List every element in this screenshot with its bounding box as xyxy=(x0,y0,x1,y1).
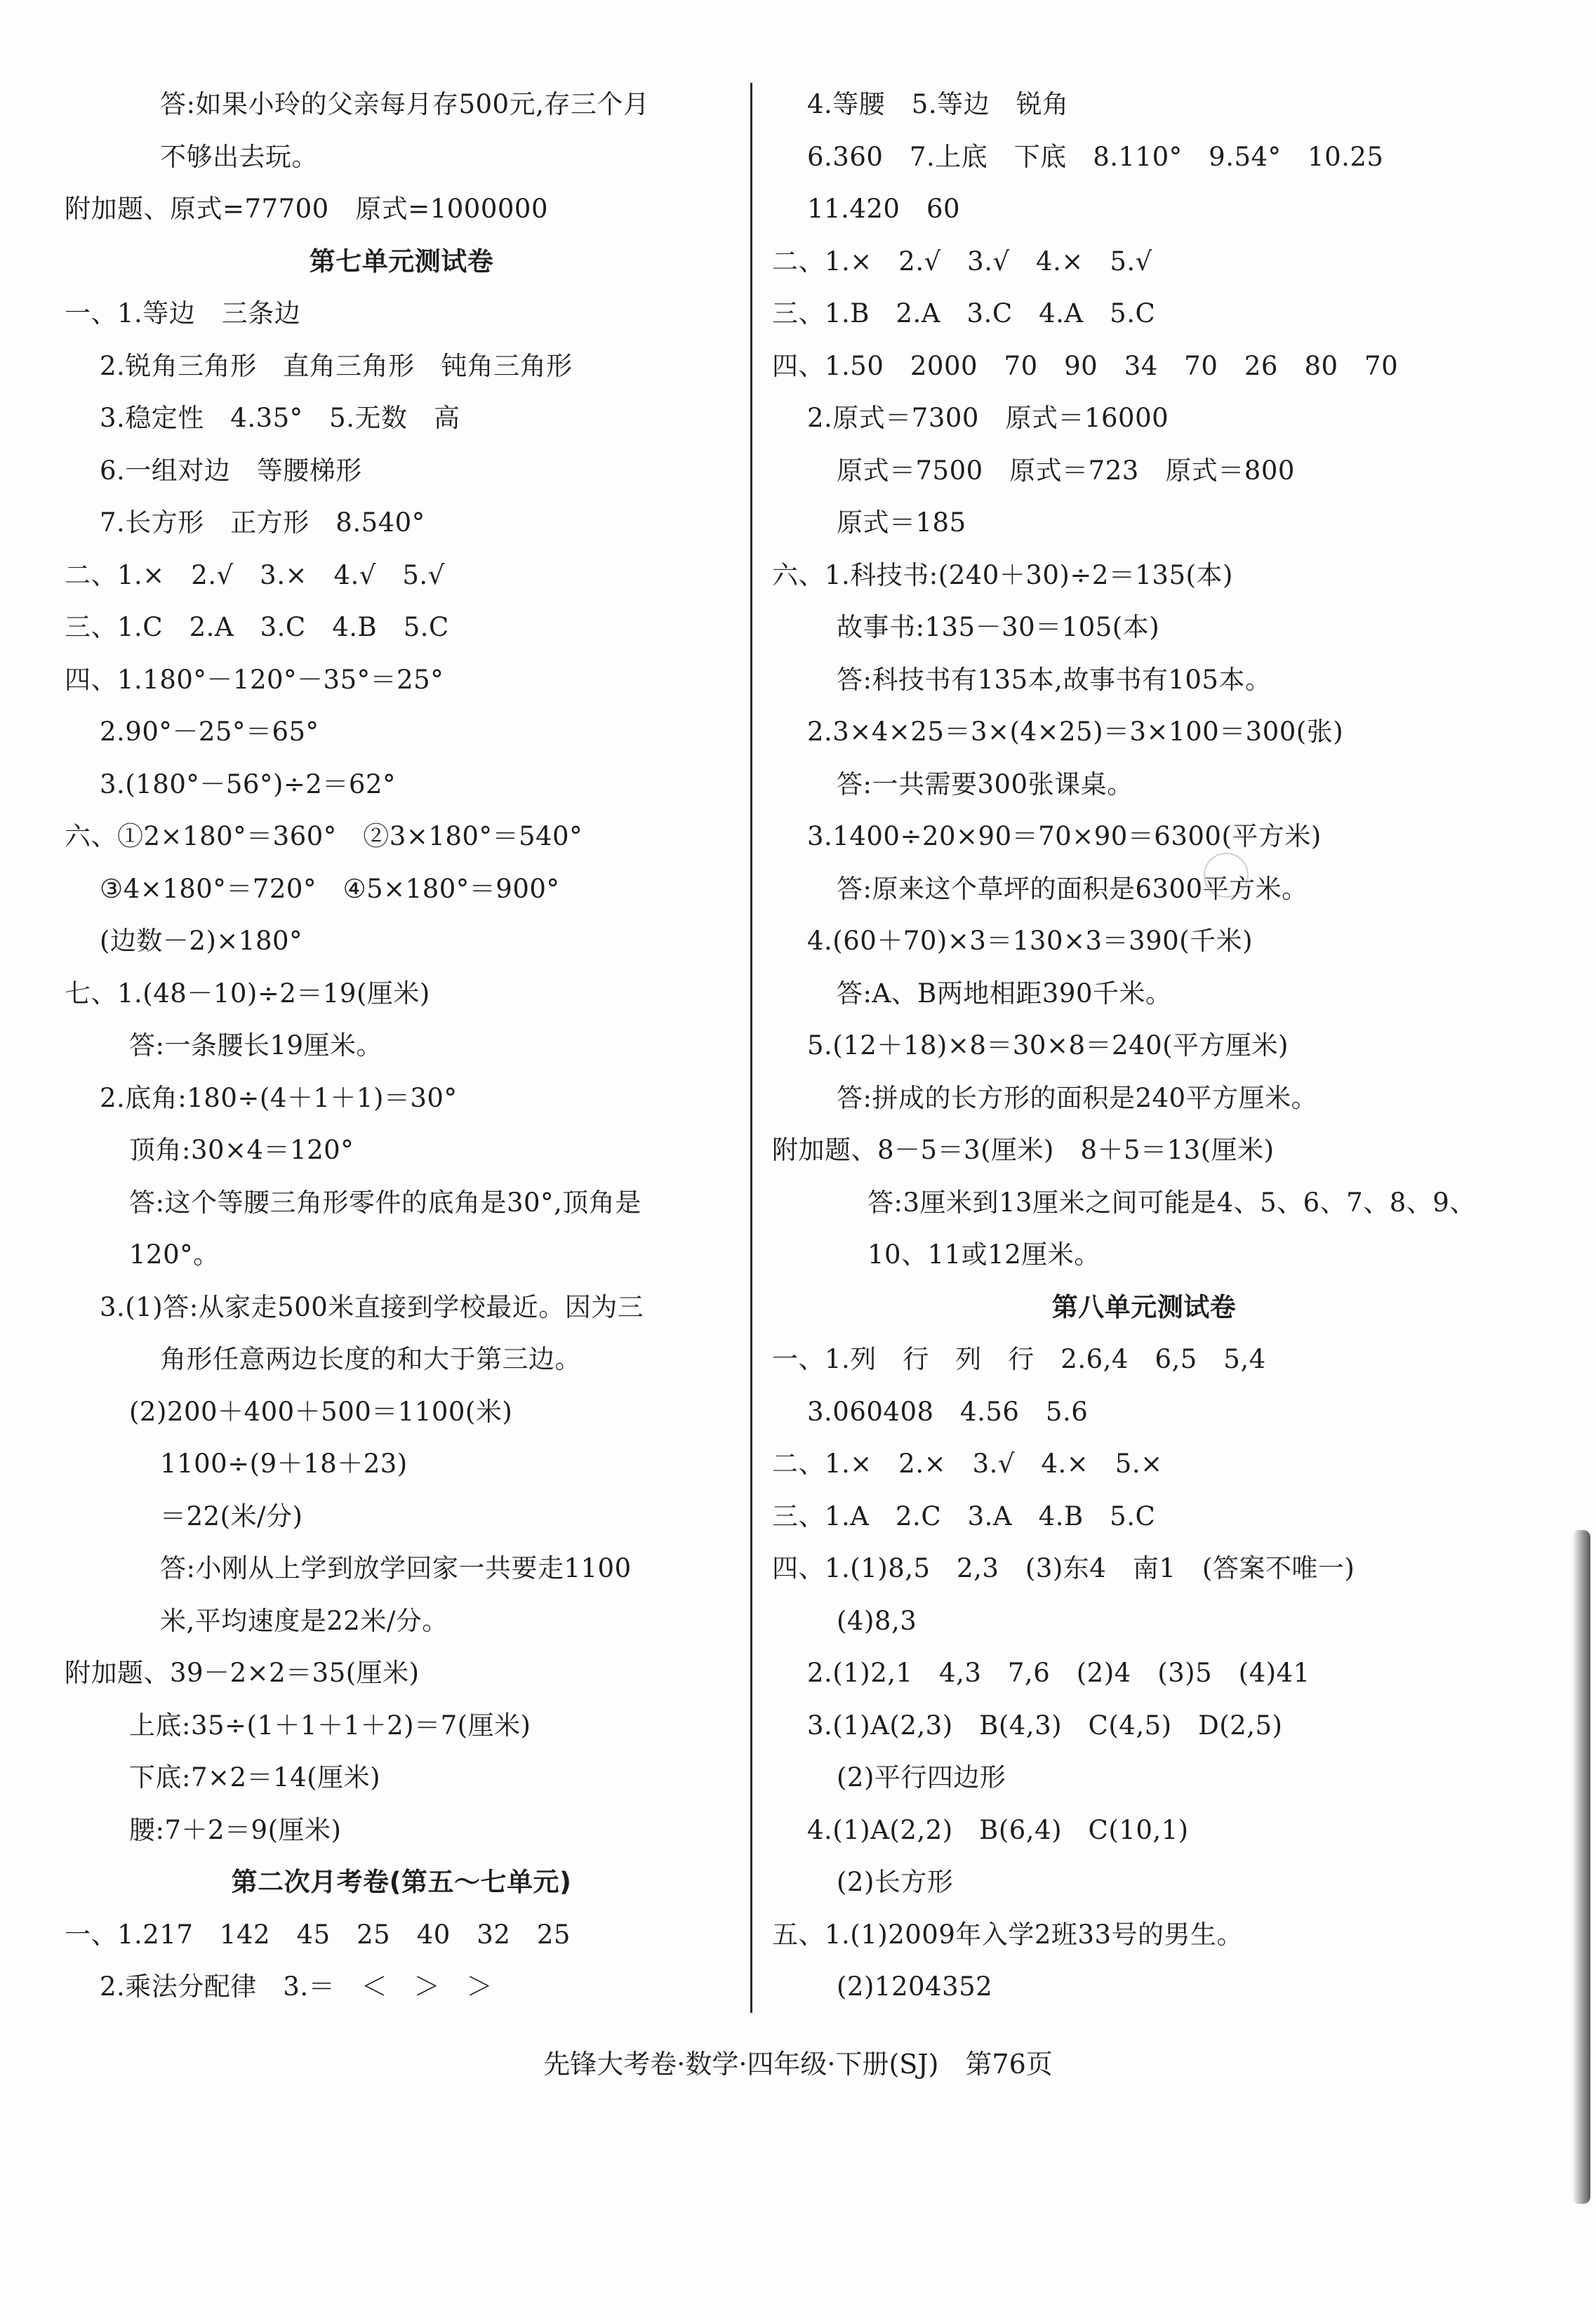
answer-line: 7.长方形 正方形 8.540° xyxy=(100,507,425,538)
answer-line: (4)8,3 xyxy=(837,1605,917,1636)
answer-line: 2.乘法分配律 3.＝ ＜ ＞ ＞ xyxy=(100,1971,493,2002)
answer-line: 一、1.217 142 45 25 40 32 25 xyxy=(65,1919,571,1950)
answer-line: 答:原来这个草坪的面积是6300平方米。 xyxy=(837,873,1308,904)
answer-line: 三、1.B 2.A 3.C 4.A 5.C xyxy=(772,298,1156,328)
answer-line: 4.等腰 5.等边 锐角 xyxy=(807,89,1069,119)
answer-line: 附加题、原式=77700 原式=1000000 xyxy=(65,194,548,224)
answer-line: 二、1.× 2.√ 3.× 4.√ 5.√ xyxy=(65,559,445,590)
answer-line: (2)200＋400＋500＝1100(米) xyxy=(129,1396,513,1427)
answer-line: 1100÷(9＋18＋23) xyxy=(160,1449,408,1479)
answer-line: 六、1.科技书:(240＋30)÷2＝135(本) xyxy=(772,559,1233,590)
page-footer: 先锋大考卷·数学·四年级·下册(SJ) 第76页 xyxy=(543,2049,1053,2080)
answer-line: 答:这个等腰三角形零件的底角是30°,顶角是 xyxy=(129,1187,641,1218)
answer-line: 答:如果小玲的父亲每月存500元,存三个月 xyxy=(160,89,650,119)
answer-line: 答:拼成的长方形的面积是240平方厘米。 xyxy=(837,1082,1318,1113)
answer-line: 11.420 60 xyxy=(807,194,961,224)
answer-line: (2)平行四边形 xyxy=(837,1762,1006,1793)
answer-line: 6.360 7.上底 下底 8.110° 9.54° 10.25 xyxy=(807,141,1384,172)
answer-line: 2.锐角三角形 直角三角形 钝角三角形 xyxy=(100,350,573,381)
answer-line: 2.底角:180÷(4＋1＋1)＝30° xyxy=(100,1082,458,1113)
answer-line: 4.(60＋70)×3＝130×3＝390(千米) xyxy=(807,926,1253,956)
answer-line: 3.稳定性 4.35° 5.无数 高 xyxy=(100,403,460,433)
answer-line: 3.(1)答:从家走500米直接到学校最近。因为三 xyxy=(100,1291,644,1322)
answer-line: 答:科技书有135本,故事书有105本。 xyxy=(837,664,1272,695)
answer-line: 二、1.× 2.√ 3.√ 4.× 5.√ xyxy=(772,246,1152,277)
answer-line: 2.3×4×25＝3×(4×25)＝3×100＝300(张) xyxy=(807,717,1344,747)
answer-line: 答:A、B两地相距390千米。 xyxy=(837,978,1172,1009)
answer-line: (2)1204352 xyxy=(837,1971,993,2002)
answer-line: 四、1.(1)8,5 2,3 (3)东4 南1 (答案不唯一) xyxy=(772,1553,1355,1583)
answer-line: 答:小刚从上学到放学回家一共要走1100 xyxy=(160,1553,632,1583)
answer-line: (边数－2)×180° xyxy=(100,926,303,956)
answer-line: 答:3厘米到13厘米之间可能是4、5、6、7、8、9、 xyxy=(867,1187,1476,1218)
answer-line: 三、1.A 2.C 3.A 4.B 5.C xyxy=(772,1501,1156,1531)
answer-line: 附加题、8－5＝3(厘米) 8＋5＝13(厘米) xyxy=(772,1135,1275,1165)
answer-line: 一、1.等边 三条边 xyxy=(65,298,301,328)
section-heading: 第二次月考卷(第五～七单元) xyxy=(231,1867,572,1897)
answer-line: (2)长方形 xyxy=(837,1867,954,1897)
answer-line: 故事书:135－30＝105(本) xyxy=(837,612,1160,642)
right-column xyxy=(772,79,1516,2014)
answer-line: 3.(180°－56°)÷2＝62° xyxy=(100,769,396,799)
answer-line: 原式＝7500 原式＝723 原式＝800 xyxy=(837,455,1295,486)
answer-line: ③4×180°＝720° ④5×180°＝900° xyxy=(100,873,560,904)
column-divider xyxy=(750,83,752,2013)
answer-line: 四、1.180°－120°－35°＝25° xyxy=(65,664,444,695)
section-heading: 第七单元测试卷 xyxy=(309,246,494,277)
answer-line: 10、11或12厘米。 xyxy=(867,1239,1100,1270)
answer-line: ＝22(米/分) xyxy=(160,1501,303,1531)
answer-line: 原式＝185 xyxy=(837,507,966,538)
answer-line: 四、1.50 2000 70 90 34 70 26 80 70 xyxy=(772,350,1399,381)
answer-line: 答:一共需要300张课桌。 xyxy=(837,769,1133,799)
answer-line: 七、1.(48－10)÷2＝19(厘米) xyxy=(65,978,430,1009)
answer-line: 角形任意两边长度的和大于第三边。 xyxy=(160,1344,581,1374)
answer-line: 上底:35÷(1＋1＋1＋2)＝7(厘米) xyxy=(129,1710,531,1741)
answer-line: 一、1.列 行 列 行 2.6,4 6,5 5,4 xyxy=(772,1344,1266,1374)
answer-line: 附加题、39－2×2＝35(厘米) xyxy=(65,1658,420,1688)
answer-line: 不够出去玩。 xyxy=(160,141,318,172)
answer-line: 3.060408 4.56 5.6 xyxy=(807,1396,1089,1427)
answer-line: 二、1.× 2.× 3.√ 4.× 5.× xyxy=(772,1449,1163,1479)
answer-line: 5.(12＋18)×8＝30×8＝240(平方厘米) xyxy=(807,1030,1289,1060)
answer-line: 120°。 xyxy=(129,1239,220,1270)
answer-line: 六、①2×180°＝360° ②3×180°＝540° xyxy=(65,821,583,851)
answer-line: 米,平均速度是22米/分。 xyxy=(160,1605,448,1636)
answer-line: 顶角:30×4＝120° xyxy=(129,1135,354,1165)
section-heading: 第八单元测试卷 xyxy=(1051,1291,1237,1322)
answer-line: 2.(1)2,1 4,3 7,6 (2)4 (3)5 (4)41 xyxy=(807,1658,1310,1688)
answer-line: 3.(1)A(2,3) B(4,3) C(4,5) D(2,5) xyxy=(807,1710,1283,1741)
scan-edge-shadow xyxy=(1572,1530,1590,2204)
answer-line: 五、1.(1)2009年入学2班33号的男生。 xyxy=(772,1919,1243,1950)
answer-line: 腰:7＋2＝9(厘米) xyxy=(129,1814,342,1845)
answer-line: 2.原式＝7300 原式＝16000 xyxy=(807,403,1169,433)
watermark-stamp xyxy=(1204,853,1249,898)
answer-line: 下底:7×2＝14(厘米) xyxy=(129,1762,380,1793)
answer-line: 三、1.C 2.A 3.C 4.B 5.C xyxy=(65,612,449,642)
answer-line: 6.一组对边 等腰梯形 xyxy=(100,455,362,486)
answer-line: 4.(1)A(2,2) B(6,4) C(10,1) xyxy=(807,1814,1189,1845)
answer-line: 答:一条腰长19厘米。 xyxy=(129,1030,383,1060)
left-column xyxy=(65,79,738,2014)
answer-line: 2.90°－25°＝65° xyxy=(100,717,319,747)
answer-line: 3.1400÷20×90＝70×90＝6300(平方米) xyxy=(807,821,1322,851)
